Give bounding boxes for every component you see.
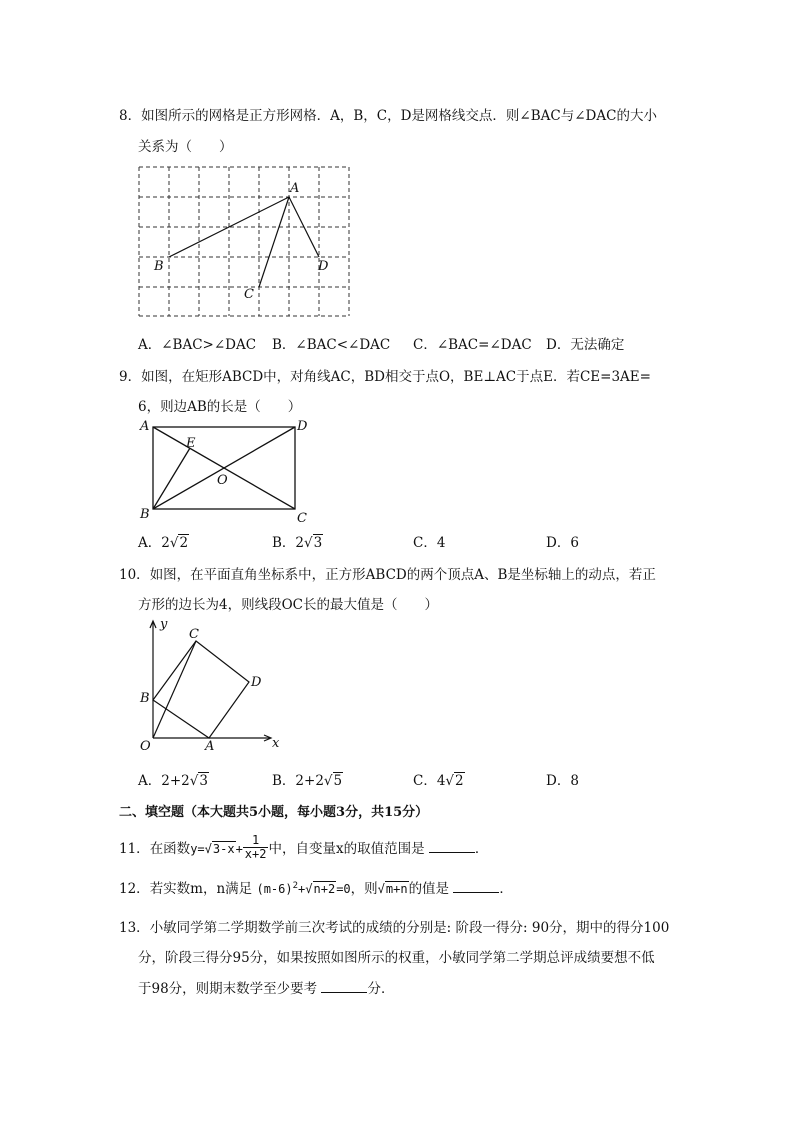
q12-pre-text: 若实数m，n满足	[149, 881, 253, 897]
q10-option-d[interactable]: D．8	[546, 773, 579, 789]
q13-line2: 分，阶段三得分95分，如果按照如图所示的权重，小敏同学第二学期总评成绩要想不低	[138, 950, 655, 966]
q12-equation: $(m-6)^2+√n+2=0$	[256, 881, 351, 896]
q13-number: 13．	[119, 920, 150, 936]
q8-number: 8．	[119, 108, 142, 124]
q11-fraction: $\frac{1}{x+2}$	[244, 833, 267, 861]
q9-label-b: B	[140, 507, 150, 522]
q12-answer-blank[interactable]	[453, 880, 499, 893]
q11-pre-text: 在函数	[149, 841, 191, 857]
q8-option-c[interactable]: C．∠BAC=∠DAC	[413, 337, 532, 353]
q8-label-c: C	[244, 287, 254, 302]
q11-number: 11．	[119, 841, 150, 857]
q11-answer-blank[interactable]	[429, 840, 475, 853]
q9-option-a[interactable]: A．2√2	[138, 535, 189, 551]
q10-option-a[interactable]: A．2+2√3	[138, 773, 208, 789]
q8-line2: 关系为（ ）	[138, 139, 233, 155]
q12-number: 12．	[119, 881, 150, 897]
q10-square	[153, 641, 249, 738]
q8-label-a: A	[290, 181, 300, 196]
q12-post-text: 的值是	[408, 881, 450, 897]
q9-label-c: C	[297, 511, 307, 526]
q9-label-d: D	[297, 419, 308, 434]
q10-label-o: O	[140, 739, 151, 754]
q8-text-line1: 如图所示的网格是正方形网格．A，B，C，D是网格线交点．则∠BAC与∠DAC的大小	[141, 108, 657, 124]
q11-function: y=√3-x+ $\frac{1}{x+2}$	[190, 833, 267, 861]
q13-line3: 于98分，则期末数学至少要考 分．	[138, 981, 395, 997]
q9-text-line1: 如图，在矩形ABCD中，对角线AC，BD相交于点O，BE⊥AC于点E．若CE=3AE=	[141, 369, 651, 385]
q13-line1	[119, 916, 669, 936]
q10-label-y: y	[160, 617, 168, 632]
q9-option-b[interactable]: B．2√3	[272, 535, 323, 551]
q10-text-line1: 如图，在平面直角坐标系中，正方形ABCD的两个顶点A、B是坐标轴上的动点，若正	[149, 567, 656, 583]
q9-label-a: A	[140, 419, 150, 434]
q8-label-b: B	[154, 259, 164, 274]
q10-line2: 方形的边长为4，则线段OC长的最大值是（ ）	[138, 597, 438, 613]
q9-option-d[interactable]: D．6	[546, 535, 579, 551]
q8-option-a[interactable]: A．∠BAC>∠DAC	[138, 337, 257, 353]
q9-line2: 6，则边AB的长是（ ）	[138, 399, 302, 415]
q9-label-e: E	[186, 436, 196, 451]
q11-post-text: 中，自变量x的取值范围是	[268, 841, 425, 857]
q10-label-b: B	[140, 691, 150, 706]
question-12: 12．若实数m，n满足 $(m-6)^2+√n+2=0$，则√m+n的值是 ．	[119, 881, 513, 897]
q9-label-o: O	[217, 473, 228, 488]
q10-label-d: D	[251, 675, 262, 690]
q10-label-c: C	[189, 627, 199, 642]
q10-option-b[interactable]: B．2+2√5	[272, 773, 343, 789]
q8-label-d: D	[318, 259, 329, 274]
q9-option-c[interactable]: C．4	[413, 535, 446, 551]
q12-expression: √m+n	[377, 882, 408, 896]
q8-option-b[interactable]: B．∠BAC<∠DAC	[272, 337, 391, 353]
q10-label-x: x	[272, 736, 280, 751]
q10-segment-oc	[153, 641, 196, 738]
q10-option-c[interactable]: C．4√2	[413, 773, 464, 789]
q10-number: 10．	[119, 567, 150, 583]
q8-option-d[interactable]: D．无法确定	[546, 337, 625, 353]
q13-answer-blank[interactable]	[321, 980, 367, 993]
section-2-heading: 二、填空题（本大题共5小题，每小题3分，共15分）	[119, 805, 429, 820]
question-11: 11．在函数y=√3-x+ $\frac{1}{x+2}$ 中，自变量x的取值范围是 ．	[119, 833, 489, 861]
q10-label-a: A	[205, 739, 215, 754]
q13-text-line1: 小敏同学第二学期数学前三次考试的成绩的分别是: 阶段一得分: 90分，期中的得分100	[149, 920, 670, 936]
q9-number: 9．	[119, 369, 142, 385]
